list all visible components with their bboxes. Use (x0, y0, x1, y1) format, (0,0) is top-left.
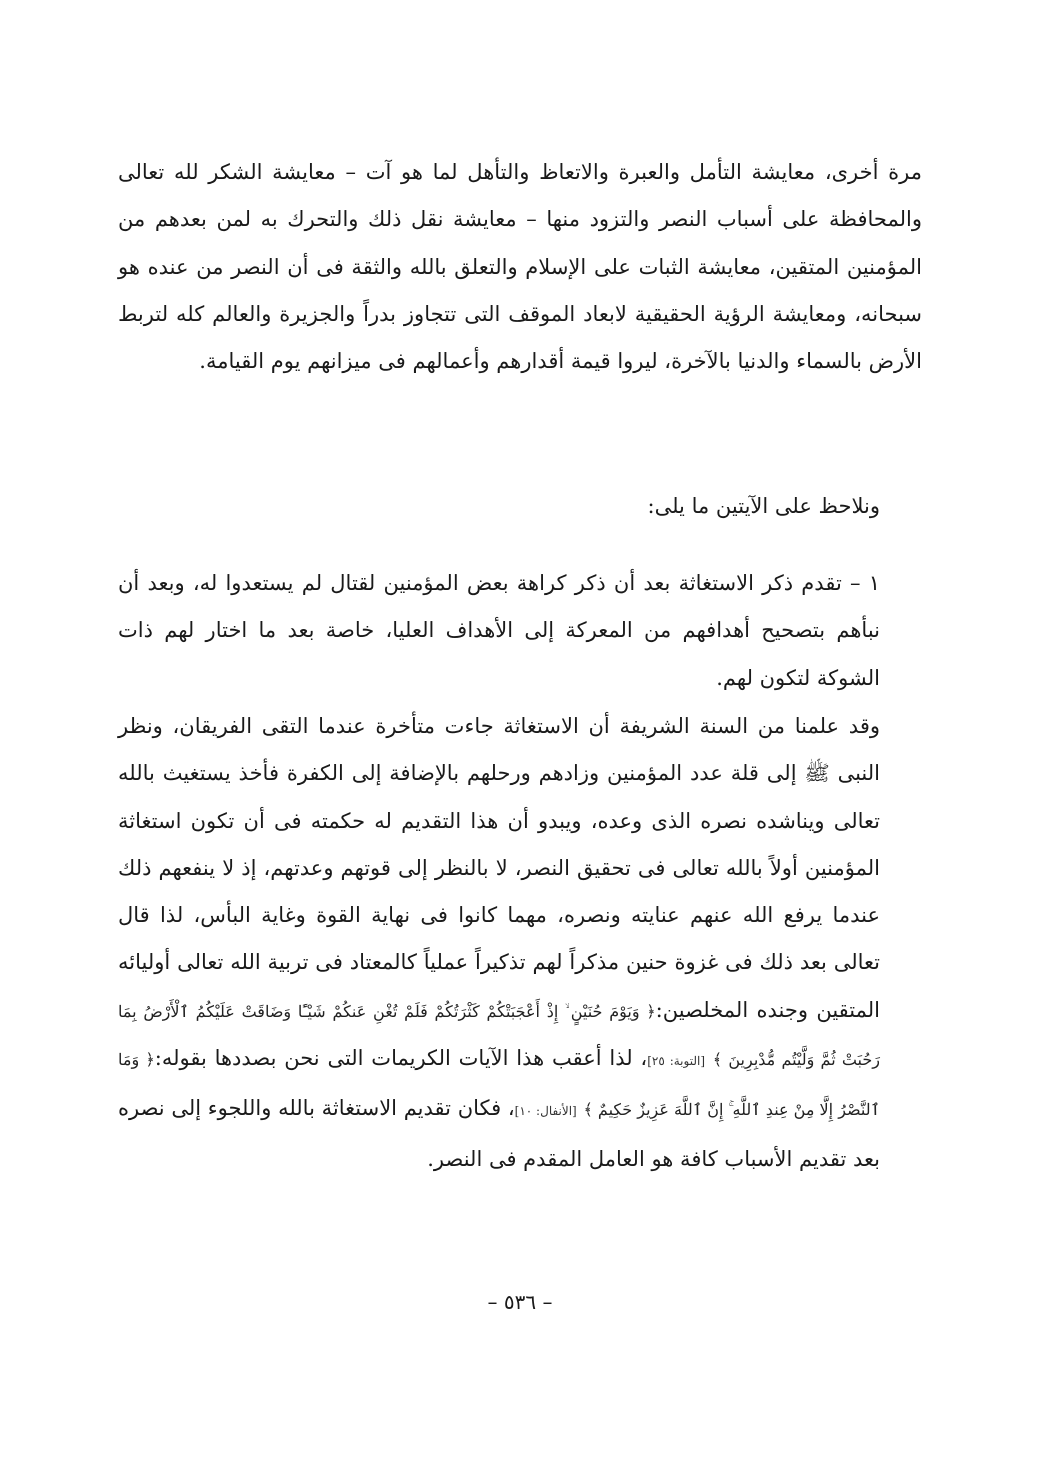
quran-verse-hunayn: ﴿ وَيَوْمَ حُنَيْنٍ ۙ إِذْ أَعْجَبَتْكُمْ كَثْرَتُكُمْ فَلَمْ تُغْنِ عَنكُمْ شَيْـًٔا وَضَاقَتْ عَلَيْكُمُ ٱلْأَرْضُ بِمَا رَحُبَتْ ثُمَّ وَلَّيْتُم مُّدْبِرِينَ ﴾ (118, 1001, 880, 1070)
paragraph-text: ، لذا أعقب هذا الآيات الكريمات التى نحن بصددها بقوله: (154, 1046, 648, 1071)
paragraph-observation-heading: ونلاحظ على الآيتين ما يلى: (647, 494, 880, 518)
verse-reference-tawbah: [التوبة: ٢٥] (647, 1054, 705, 1069)
paragraph-intro: مرة أخرى، معايشة التأمل والعبرة والاتعاظ والتأهل لما هو آت – معايشة الشكر لله تعالى والمحافظة على أسباب النصر والتزود منها – معايشة نقل ذلك والتحرك به لمن بعدهم من المؤمنين المتقين، معايشة الثبات على الإسلام والتعلق بالله والثقة فى أن النصر من عنده هو سبحانه، ومعايشة الرؤية الحقيقية لابعاد الموقف التى تتجاوز بدراً والجزيرة والعالم كله لتربط الأرض بالسماء والدنيا بالآخرة، ليروا قيمة أقدارهم وأعمالهم فى ميزانهم يوم القيامة. (118, 160, 922, 374)
page-number: – ٥٣٦ – (487, 1290, 553, 1314)
paragraph-point-one: ١ – تقدم ذكر الاستغاثة بعد أن ذكر كراهة بعض المؤمنين لقتال لم يستعدوا له، وبعد أن نبأهم بتصحيح أهدافهم من المعركة إلى الأهداف العليا، خاصة بعد ما اختار لهم ذات الشوكة لتكون لهم. (118, 571, 880, 690)
verse-reference-anfal: [الأنفال: ١٠] (514, 1104, 577, 1119)
paragraph-text: ، فكان تقديم الاستغاثة بالله واللجوء إلى نصره بعد تقديم الأسباب كافة هو العامل المقدم فى النصر. (118, 1096, 880, 1171)
quran-verse-nasr: ﴿ وَمَا ٱلنَّصْرُ إِلَّا مِنْ عِندِ ٱللَّهِ ۚ إِنَّ ٱللَّهَ عَزِيزٌ حَكِيمٌ ﴾ (118, 1050, 880, 1120)
paragraph-text: وقد علمنا من السنة الشريفة أن الاستغاثة جاءت متأخرة عندما التقى الفريقان، ونظر النبى ﷺ إلى قلة عدد المؤمنين وزادهم ورحلهم بالإضافة إلى الكفرة فأخذ يستغيث بالله تعالى ويناشده نصره الذى وعده، ويبدو أن هذا التقديم له حكمته فى أن تكون استغاثة المؤمنين أولاً بالله تعالى فى تحقيق النصر، لا بالنظر إلى قوتهم وعدتهم، إذ لا ينفعهم ذلك عندما يرفع الله عنهم عنايته ونصره، مهما كانوا فى نهاية القوة وغاية البأس، لذا قال تعالى بعد ذلك فى غزوة حنين مذكراً لهم تذكيراً عملياً كالمعتاد فى تربية الله تعالى أوليائه المتقين وجنده المخلصين: (118, 714, 880, 1022)
paragraph-istighatha (118, 703, 922, 1183)
